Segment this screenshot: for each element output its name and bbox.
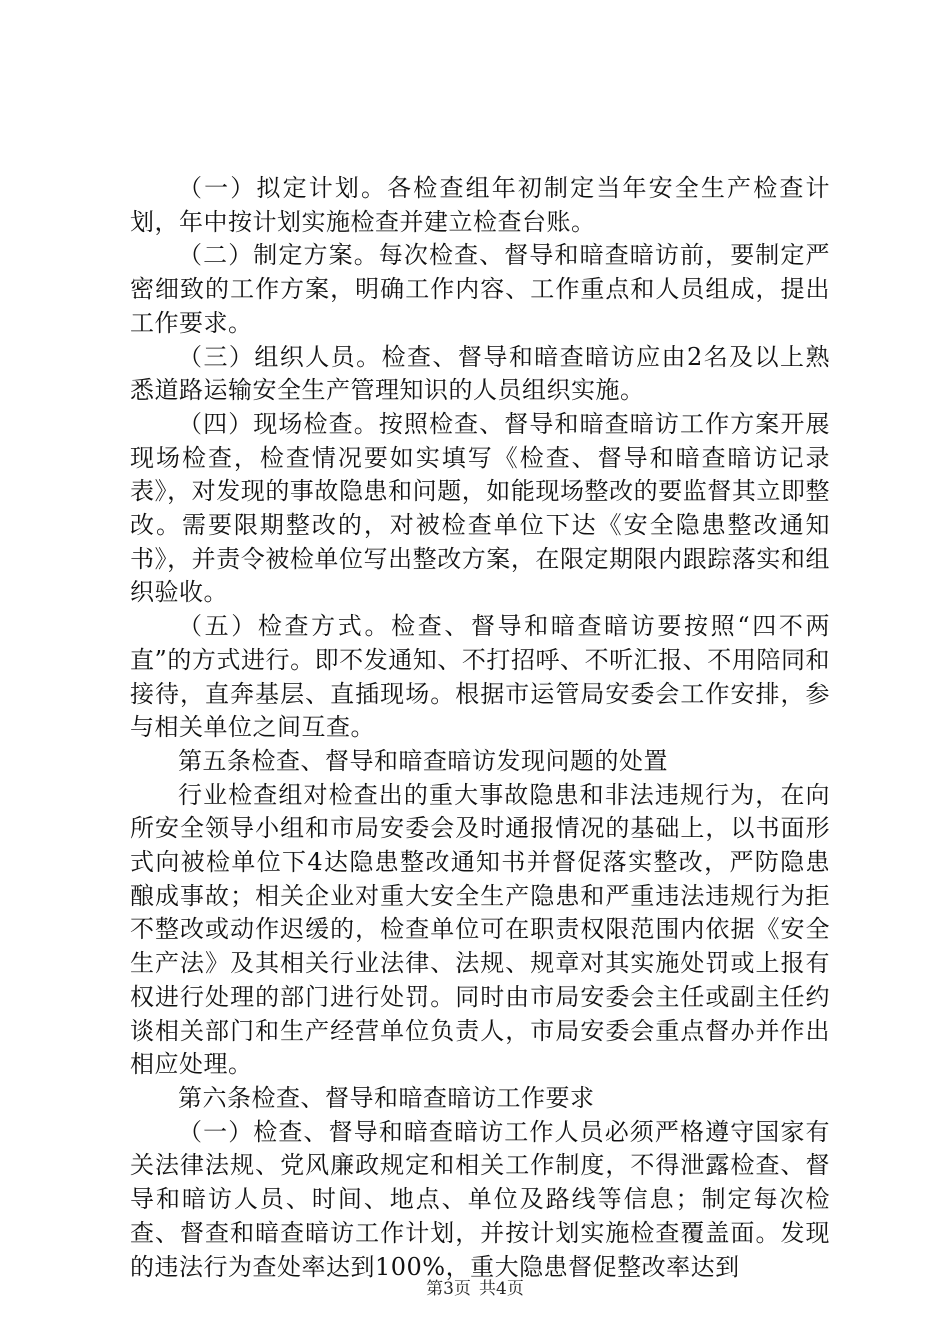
document-body — [130, 172, 830, 1284]
page-number: 第3页 — [426, 1279, 471, 1299]
paragraph-scheme: （二）制定方案。每次检查、督导和暗查暗访前，要制定严密细致的工作方案，明确工作内容、工作重点和人员组成，提出工作要求。 — [130, 241, 830, 337]
page-footer — [0, 1277, 950, 1301]
article-6-heading: 第六条检查、督导和暗查暗访工作要求 — [178, 1083, 595, 1112]
page-total: 共4页 — [479, 1279, 524, 1299]
paragraph-article-6-item-1: （一）检查、督导和暗查暗访工作人员必须严格遵守国家有关法律法规、党风廉政规定和相关工作制度，不得泄露检查、督导和暗访人员、时间、地点、单位及路线等信息；制定每次检查、督查和暗查暗访工作计划，并按计划实施检查覆盖面。发现的违法行为查处率达到100%，重大隐患督促整改率达到 — [130, 1117, 830, 1281]
paragraph-inspection-method: （五）检查方式。检查、督导和暗查暗访要按照“四不两直”的方式进行。即不发通知、不打招呼、不听汇报、不用陪同和接待，直奔基层、直插现场。根据市运管局安委会工作安排，参与相关单位之间互查。 — [130, 612, 830, 742]
paragraph-plan: （一）拟定计划。各检查组年初制定当年安全生产检查计划，年中按计划实施检查并建立检查台账。 — [130, 174, 830, 236]
paragraph-article-5-body: 行业检查组对检查出的重大事故隐患和非法违规行为，在向所安全领导小组和市局安委会及时通报情况的基础上，以书面形式向被检单位下4达隐患整改通知书并督促落实整改，严防隐患酿成事故；相关企业对重大安全生产隐患和严重违法违规行为拒不整改或动作迟缓的，检查单位可在职责权限范围内依据《安全生产法》及其相关行业法律、法规、规章对其实施处罚或上报有权进行处理的部门进行处罚。同时由市局安委会主任或副主任约谈相关部门和生产经营单位负责人，市局安委会重点督办并作出相应处理。 — [130, 780, 830, 1079]
article-5-heading: 第五条检查、督导和暗查暗访发现问题的处置 — [178, 746, 668, 775]
paragraph-personnel: （三）组织人员。检查、督导和暗查暗访应由2名及以上熟悉道路运输安全生产管理知识的人员组织实施。 — [130, 342, 830, 405]
paragraph-onsite-inspection: （四）现场检查。按照检查、督导和暗查暗访工作方案开展现场检查，检查情况要如实填写《检查、督导和暗查暗访记录表》，对发现的事故隐患和问题，如能现场整改的要监督其立即整改。需要限期整改的，对被检查单位下达《安全隐患整改通知书》，并责令被检单位写出整改方案，在限定期限内跟踪落实和组织验收。 — [130, 409, 830, 607]
